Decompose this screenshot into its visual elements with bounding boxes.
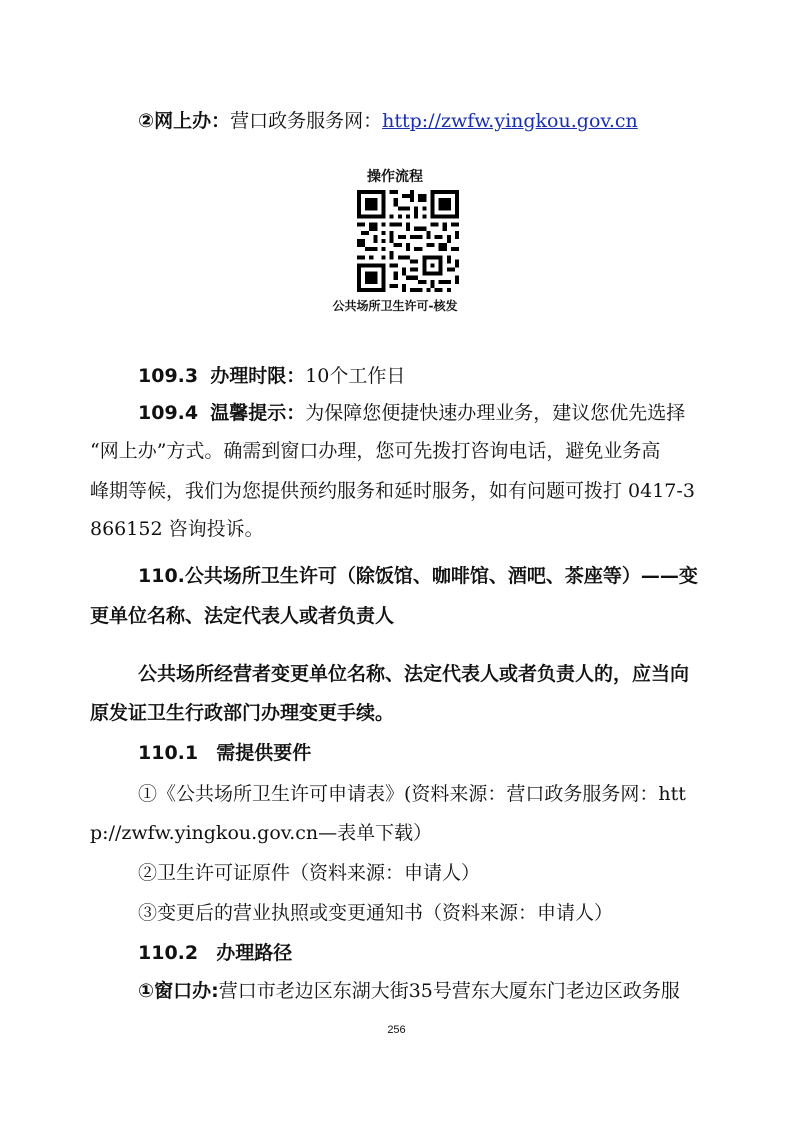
section-110-title-cont: 更单位名称、法定代表人或者负责人 [90,605,395,627]
requirement-item-2: ②卫生许可证原件（资料来源：申请人） [138,862,481,884]
qr-caption: 公共场所卫生许可-核发 [332,299,458,313]
requirement-item-1: ①《公共场所卫生许可申请表》(资料来源：营口政务服务网：htt [138,783,686,805]
section-110-intro-cont: 原发证卫生行政部门办理变更手续。 [90,702,395,724]
section-109-3 [138,361,718,391]
section-110-title: 110.公共场所卫生许可（除饭馆、咖啡馆、酒吧、茶座等）——变 [138,565,698,587]
section-110-1 [138,738,718,768]
section-109-4 [138,398,718,428]
section-label: 需提供要件 [216,742,312,764]
section-110-2 [138,938,718,968]
paragraph-line: “网上办”方式。确需到窗口办理，您可先拨打咨询电话，避免业务高 [90,440,661,462]
section-number: 110.1 [138,742,199,764]
section-label: 办理路径 [216,942,293,964]
online-handling-label: ②网上办： [138,110,231,132]
requirement-item-1-cont: p://zwfw.yingkou.gov.cn—表单下载） [90,822,433,844]
qr-title: 操作流程 [367,169,423,185]
section-label: 温馨提示： [210,402,306,424]
online-handling-text: 营口政务服务网： [230,110,383,132]
section-110-intro: 公共场所经营者变更单位名称、法定代表人或者负责人的，应当向 [138,663,690,685]
section-number: 110.2 [138,942,199,964]
section-number: 109.3 [138,365,199,387]
requirement-item-3: ③变更后的营业执照或变更通知书（资料来源：申请人） [138,902,614,924]
window-handling-label: ①窗口办: [138,980,219,1002]
page-number: 256 [387,1024,406,1036]
section-text: 10个工作日 [305,365,406,387]
qr-code-icon [357,190,459,292]
window-handling-text: 营口市老边区东湖大街35号营东大厦东门老边区政务服 [218,980,680,1002]
paragraph-line: 峰期等候，我们为您提供预约服务和延时服务，如有问题可拨打 0417-3 [90,480,695,502]
section-text: 为保障您便捷快速办理业务，建议您优先选择 [305,402,686,424]
online-handling-line [138,106,718,136]
section-label: 办理时限： [210,365,306,387]
window-handling-line [138,976,718,1006]
section-number: 109.4 [138,402,199,424]
paragraph-line: 866152 咨询投诉。 [90,518,264,540]
portal-link[interactable]: http://zwfw.yingkou.gov.cn [382,110,638,132]
